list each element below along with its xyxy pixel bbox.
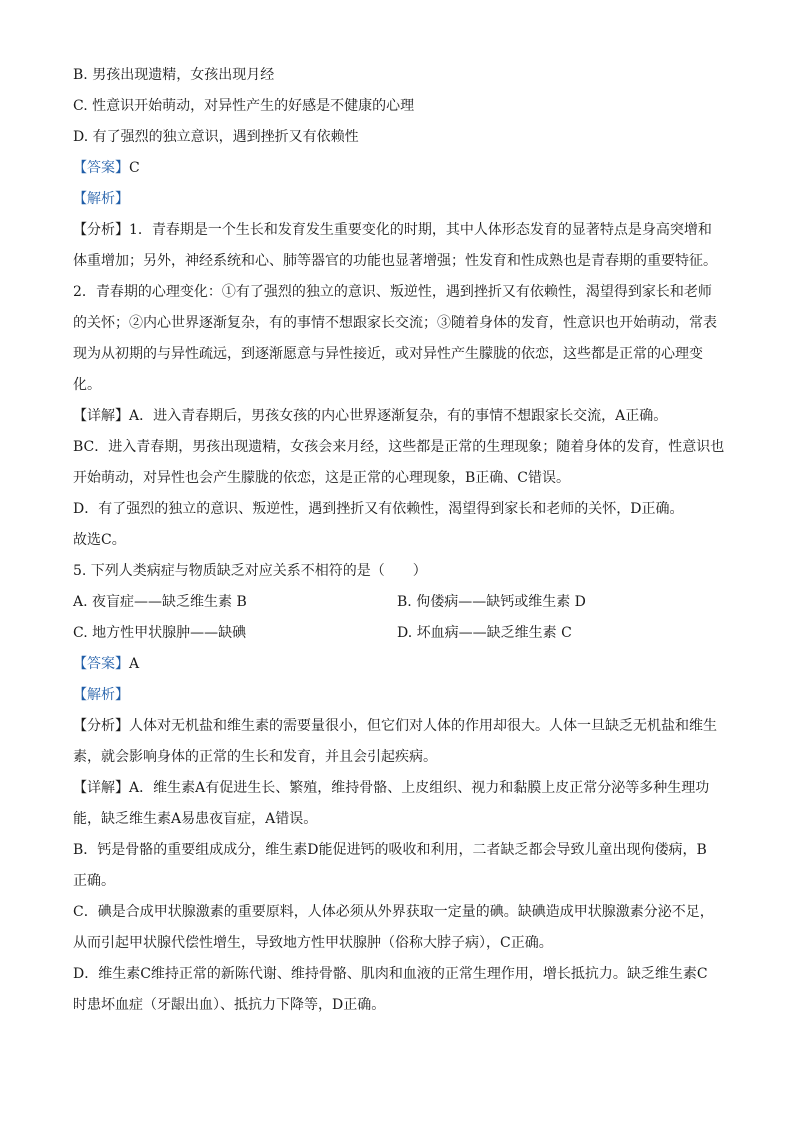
q5-option-a: A. 夜盲症——缺乏维生素 B <box>73 594 247 610</box>
q5-analysis-heading: 【解析】 <box>73 687 129 703</box>
q4-fenxi-line-4: 的关怀；②内心世界逐渐复杂，有的事情不想跟家长交流；③随着身体的发育，性意识也开始萌动，常表 <box>73 315 717 331</box>
q4-xiangjie-text-1: A．进入青春期后，男孩女孩的内心世界逐渐复杂，有的事情不想跟家长交流，A正确。 <box>129 408 668 424</box>
q4-option-b: B. 男孩出现遗精，女孩出现月经 <box>73 67 275 83</box>
q5-option-c: C. 地方性甲状腺肿——缺碘 <box>73 625 247 641</box>
q5-options-row-1 <box>73 587 723 618</box>
q4-conclusion: 故选C。 <box>73 532 126 548</box>
q5-stem: 5. 下列人类病症与物质缺乏对应关系不相符的是（ ） <box>73 563 427 579</box>
q5-xiangjie-tag: 【详解】 <box>73 780 129 796</box>
q5-answer-tag: 【答案】 <box>73 656 129 672</box>
q5-option-b: B. 佝偻病——缺钙或维生素 D <box>397 594 586 610</box>
q4-fenxi-tag: 【分析】 <box>73 222 129 238</box>
q4-fenxi-line-2: 体重增加；另外，神经系统和心、肺等器官的功能也显著增强；性发育和性成熟也是青春期的重要特征。 <box>73 253 717 269</box>
q5-xiangjie-line-5: C．碘是合成甲状腺激素的重要原料，人体必须从外界获取一定量的碘。缺碘造成甲状腺激素分泌不足， <box>73 904 714 920</box>
q4-analysis-heading: 【解析】 <box>73 191 129 207</box>
q5-option-d: D. 坏血病——缺乏维生素 C <box>397 625 572 641</box>
q5-fenxi-line-2: 素，就会影响身体的正常的生长和发育，并且会引起疾病。 <box>73 749 437 765</box>
q4-answer-tag: 【答案】 <box>73 160 129 176</box>
q4-answer-line <box>73 153 723 184</box>
q4-option-d: D. 有了强烈的独立意识，遇到挫折又有依赖性 <box>73 129 359 145</box>
q5-fenxi-line-1 <box>73 711 723 742</box>
q5-answer-value: A <box>129 656 140 672</box>
q5-fenxi-tag: 【分析】 <box>73 718 129 734</box>
q4-answer-value: C <box>129 160 140 176</box>
q4-xiangjie-line-3: 开始萌动，对异性也会产生朦胧的依恋，这是正常的心理现象，B正确、C错误。 <box>73 470 570 486</box>
q4-xiangjie-line-2: BC．进入青春期，男孩出现遗精，女孩会来月经，这些都是正常的生理现象；随着身体的发育，性意识也 <box>73 439 725 455</box>
q4-fenxi-line-3: 2．青春期的心理变化：①有了强烈的独立的意识、叛逆性，遇到挫折又有依赖性，渴望得到家长和老师 <box>73 284 712 300</box>
q5-xiangjie-line-8: 时患坏血症（牙龈出血）、抵抗力下降等，D正确。 <box>73 997 386 1013</box>
q4-fenxi-text-1: 1．青春期是一个生长和发育发生重要变化的时期，其中人体形态发育的显著特点是身高突增和 <box>129 222 712 238</box>
q5-xiangjie-line-7: D．维生素C维持正常的新陈代谢、维持骨骼、肌肉和血液的正常生理作用，增长抵抗力。缺乏维生素C <box>73 966 708 982</box>
q5-fenxi-text-1: 人体对无机盐和维生素的需要量很小，但它们对人体的作用却很大。人体一旦缺乏无机盐和维生 <box>129 718 717 734</box>
q5-xiangjie-line-2: 能，缺乏维生素A易患夜盲症，A错误。 <box>73 811 318 827</box>
q4-option-c: C. 性意识开始萌动，对异性产生的好感是不健康的心理 <box>73 98 415 114</box>
q5-xiangjie-line-3: B．钙是骨骼的重要组成成分，维生素D能促进钙的吸收和利用，二者缺乏都会导致儿童出现佝偻病，B <box>73 842 707 858</box>
q4-xiangjie-line-4: D．有了强烈的独立的意识、叛逆性，遇到挫折又有依赖性，渴望得到家长和老师的关怀，D正确。 <box>73 501 684 517</box>
q4-xiangjie-line-1 <box>73 401 723 432</box>
q4-fenxi-line-1 <box>73 215 723 246</box>
q5-xiangjie-text-1: A．维生素A有促进生长、繁殖，维持骨骼、上皮组织、视力和黏膜上皮正常分泌等多种生理功 <box>129 780 710 796</box>
q4-fenxi-line-6: 化。 <box>73 377 101 393</box>
q5-xiangjie-line-6: 从而引起甲状腺代偿性增生，导致地方性甲状腺肿（俗称大脖子病），C正确。 <box>73 935 553 951</box>
q5-options-row-2 <box>73 618 723 649</box>
q5-xiangjie-line-1 <box>73 773 723 804</box>
q5-answer-line <box>73 649 723 680</box>
q5-xiangjie-line-4: 正确。 <box>73 873 115 889</box>
document-page <box>73 60 723 1021</box>
q4-xiangjie-tag: 【详解】 <box>73 408 129 424</box>
q4-fenxi-line-5: 现为从初期的与异性疏远，到逐渐愿意与异性接近，或对异性产生朦胧的依恋，这些都是正常的心理变 <box>73 346 703 362</box>
